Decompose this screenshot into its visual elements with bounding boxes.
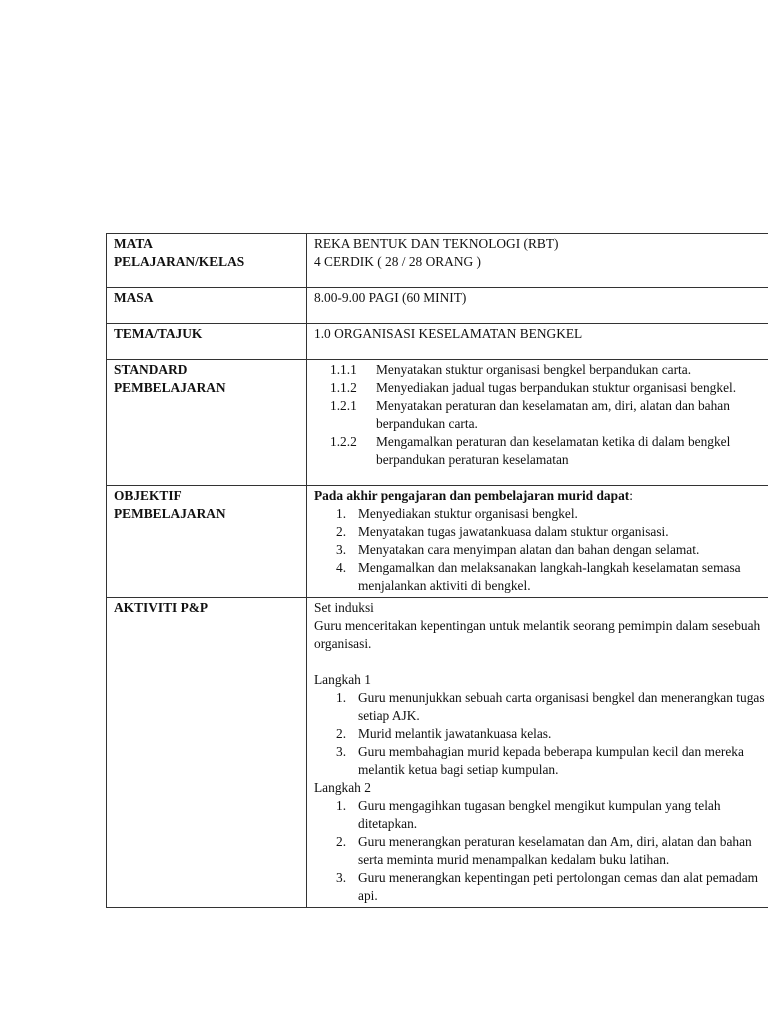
- item-number: 1.: [336, 798, 347, 813]
- list-item: [314, 689, 768, 725]
- item-number: 2.: [336, 834, 347, 849]
- item-number: 4.: [336, 560, 347, 575]
- row-objektif: [107, 486, 768, 598]
- label-line: STANDARD: [114, 362, 188, 377]
- list-item: [314, 797, 768, 833]
- label-mata-pelajaran: [107, 234, 307, 288]
- lesson-plan-table: [106, 233, 768, 908]
- langkah-2-title: Langkah 2: [314, 780, 371, 795]
- set-induksi-text: Guru menceritakan kepentingan untuk melantik seorang pemimpin dalam sesebuah organisasi.: [314, 618, 761, 651]
- label-line: OBJEKTIF: [114, 488, 182, 503]
- item-number: 3.: [336, 542, 347, 557]
- list-item: [314, 743, 768, 779]
- value-objektif: [307, 486, 768, 598]
- label-masa: MASA: [107, 288, 307, 324]
- class-name: 4 CERDIK ( 28 / 28 ORANG ): [314, 254, 482, 269]
- set-induksi-title: Set induksi: [314, 600, 374, 615]
- item-text: Menyediakan jadual tugas berpandukan stuktur organisasi bengkel.: [376, 380, 737, 395]
- list-item: [314, 559, 768, 595]
- value-mata-pelajaran: [307, 234, 768, 288]
- item-text: Guru menunjukkan sebuah carta organisasi bengkel dan menerangkan tugas setiap AJK.: [358, 690, 765, 723]
- langkah-1-title: Langkah 1: [314, 672, 371, 687]
- item-number: 1.1.2: [330, 380, 357, 395]
- list-item: [314, 833, 768, 869]
- label-aktiviti: AKTIVITI P&P: [107, 598, 307, 908]
- label-objektif: [107, 486, 307, 598]
- list-item: [314, 505, 768, 523]
- list-item: [314, 379, 768, 397]
- subject-name: REKA BENTUK DAN TEKNOLOGI (RBT): [314, 236, 559, 251]
- value-aktiviti: [307, 598, 768, 908]
- item-text: Mengamalkan dan melaksanakan langkah-langkah keselamatan semasa menjalankan aktiviti di bengkel.: [358, 560, 741, 593]
- item-number: 1.: [336, 506, 347, 521]
- item-number: 1.2.1: [330, 398, 357, 413]
- objective-list: [314, 505, 768, 595]
- item-text: Menyediakan stuktur organisasi bengkel.: [358, 506, 578, 521]
- row-masa: [107, 288, 768, 324]
- label-line: PEMBELAJARAN: [114, 506, 226, 521]
- value-tema: 1.0 ORGANISASI KESELAMATAN BENGKEL: [307, 324, 768, 360]
- item-text: Guru mengagihkan tugasan bengkel mengikut kumpulan yang telah ditetapkan.: [358, 798, 721, 831]
- list-item: [314, 523, 768, 541]
- list-item: [314, 397, 768, 433]
- list-item: [314, 361, 768, 379]
- item-number: 3.: [336, 744, 347, 759]
- item-text: Mengamalkan peraturan dan keselamatan ketika di dalam bengkel berpandukan peraturan keselamatan: [376, 434, 731, 467]
- item-text: Guru membahagian murid kepada beberapa kumpulan kecil dan mereka melantik ketua bagi setiap kumpulan.: [358, 744, 744, 777]
- list-item: [314, 725, 768, 743]
- label-line: PEMBELAJARAN: [114, 380, 226, 395]
- standard-list: [314, 361, 768, 469]
- item-text: Murid melantik jawatankuasa kelas.: [358, 726, 552, 741]
- item-number: 1.1.1: [330, 362, 357, 377]
- item-number: 2.: [336, 726, 347, 741]
- item-number: 2.: [336, 524, 347, 539]
- spacer: [314, 653, 768, 671]
- objective-heading: Pada akhir pengajaran dan pembelajaran murid dapat:: [314, 488, 633, 503]
- list-item: [314, 541, 768, 559]
- item-text: Menyatakan tugas jawatankuasa dalam stuktur organisasi.: [358, 524, 669, 539]
- row-aktiviti: [107, 598, 768, 908]
- langkah-2-list: [314, 797, 768, 905]
- row-standard: [107, 360, 768, 486]
- item-number: 1.: [336, 690, 347, 705]
- value-standard: [307, 360, 768, 486]
- item-text: Guru menerangkan kepentingan peti pertolongan cemas dan alat pemadam api.: [358, 870, 759, 903]
- label-standard: [107, 360, 307, 486]
- label-tema: TEMA/TAJUK: [107, 324, 307, 360]
- item-number: 1.2.2: [330, 434, 357, 449]
- row-mata-pelajaran: [107, 234, 768, 288]
- langkah-1-list: [314, 689, 768, 779]
- item-number: 3.: [336, 870, 347, 885]
- item-text: Menyatakan stuktur organisasi bengkel berpandukan carta.: [376, 362, 692, 377]
- label-line: MATA: [114, 236, 153, 251]
- list-item: [314, 433, 768, 469]
- label-line: PELAJARAN/KELAS: [114, 254, 245, 269]
- item-text: Menyatakan cara menyimpan alatan dan bahan dengan selamat.: [358, 542, 700, 557]
- list-item: [314, 869, 768, 905]
- row-tema: [107, 324, 768, 360]
- item-text: Guru menerangkan peraturan keselamatan dan Am, diri, alatan dan bahan serta meminta murid menampalkan kedalam buku latihan.: [358, 834, 752, 867]
- value-masa: 8.00-9.00 PAGI (60 MINIT): [307, 288, 768, 324]
- item-text: Menyatakan peraturan dan keselamatan am, diri, alatan dan bahan berpandukan carta.: [376, 398, 730, 431]
